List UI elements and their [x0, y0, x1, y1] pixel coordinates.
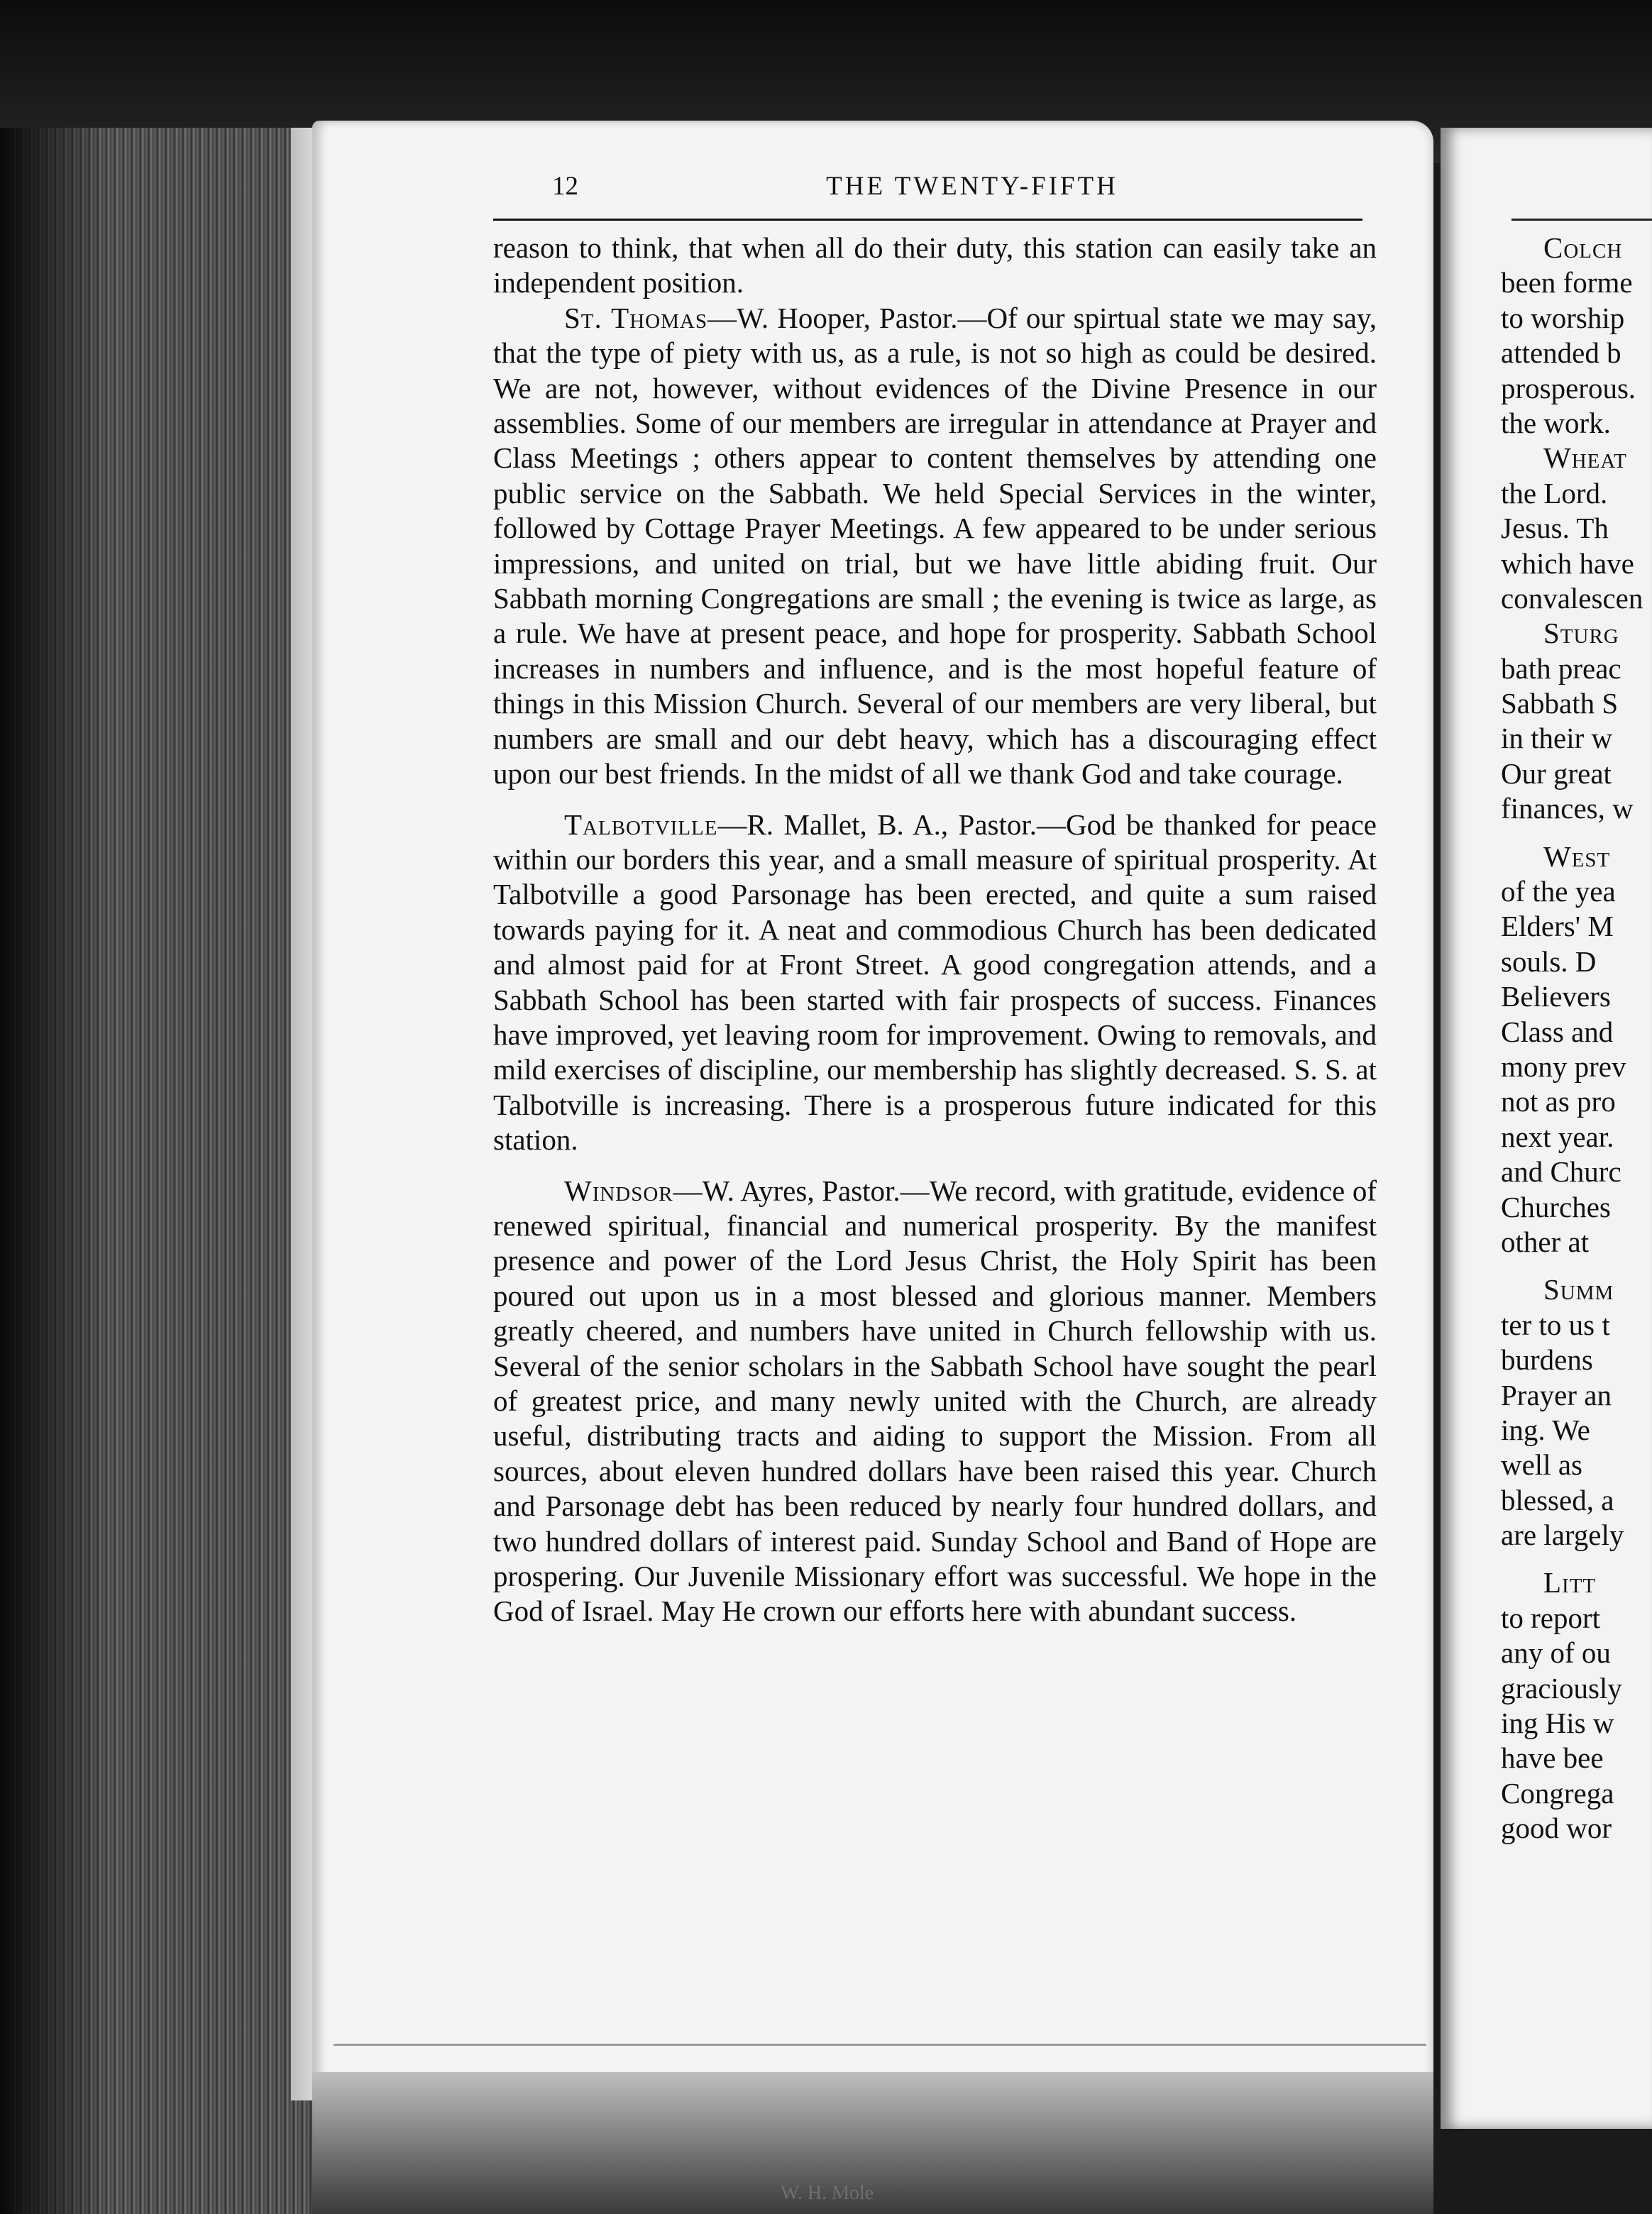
fragment-line: attended b	[1501, 336, 1621, 370]
section-byline: —R. Mallet, B. A., Pastor.—	[717, 808, 1067, 841]
fragment-line: are largely	[1501, 1519, 1624, 1552]
fragment-line: not as pro	[1501, 1085, 1616, 1118]
fragment-line: Churches	[1501, 1190, 1611, 1223]
fragment-line: good wor	[1501, 1812, 1612, 1845]
section-byline: —W. Hooper, Pastor.—	[707, 301, 987, 334]
section-body: Of our spirtual state we may say, that the type of piety with us, as a rule, is not so high as could be desired. We are not, however, without evidences of the Divine Presence in our assemblies. Some of our members are irregular in attendance at Prayer and Class Meetings ; others appear to content themselves by attending one public service on the Sabbath. We held Special Services in the winter, followed by Cottage Prayer Meetings. A few appeared to be under serious impressions, and united on trial, but we have little abiding fruit. Our Sabbath morning Congregations are small ; the evening is twice as large, as a rule. We have at present peace, and hope for prosperity. Sabbath School increases in numbers and influence, and is the most hopeful feature of things in this Mission Church. Several of our members are very liberal, but numbers are small and our debt heavy, which has a discouraging effect upon our best friends. In the midst of all we thank God and take courage.	[493, 301, 1377, 791]
fragment-line: bath preac	[1501, 651, 1621, 685]
fragment-line: mony prev	[1501, 1050, 1626, 1083]
fragment-line: burdens	[1501, 1343, 1593, 1377]
fragment-line: ing. We	[1501, 1413, 1590, 1446]
fragment-line: Wheat	[1543, 441, 1627, 475]
fragment-line: been forme	[1501, 266, 1633, 299]
intro-paragraph: reason to think, that when all do their duty, this station can easily take an independent position.	[493, 231, 1377, 299]
section-st-thomas	[493, 301, 1377, 792]
fragment-line: have bee	[1501, 1741, 1604, 1775]
fragment-line: other at	[1501, 1225, 1590, 1258]
fragment-line: Jesus. Th	[1501, 512, 1609, 545]
fragment-line: Congrega	[1501, 1776, 1614, 1810]
fragment-line: next year.	[1501, 1120, 1614, 1153]
right-page-fragment	[1501, 231, 1652, 1846]
right-header-rule	[1511, 219, 1652, 221]
running-title: THE TWENTY-FIFTH	[826, 172, 1118, 201]
fragment-line: blessed, a	[1501, 1483, 1614, 1516]
fragment-line: West	[1543, 839, 1611, 873]
fragment-line: which have	[1501, 546, 1634, 580]
footer-mark: W. H. Mole	[781, 2182, 874, 2204]
section-byline: —W. Ayres, Pastor.—	[673, 1174, 930, 1207]
fragment-line: the work.	[1501, 406, 1611, 439]
section-heading: Talbotville	[564, 808, 718, 841]
fragment-line: finances, w	[1501, 792, 1634, 825]
fragment-line: ing His w	[1501, 1707, 1614, 1740]
page-bottom-edge	[334, 2044, 1426, 2046]
fragment-line: Believers	[1501, 980, 1611, 1013]
fragment-line: Sabbath S	[1501, 687, 1619, 720]
fragment-line: Sturg	[1543, 617, 1619, 650]
fragment-line: of the yea	[1501, 875, 1616, 908]
section-body: God be thanked for peace within our borders this year, and a small measure of spiritual prosperity. At Talbotville a good Parsonage has been erected, and quite a sum raised towards paying for it. A neat and commodious Church has been dedicated and almost paid for at Front Street. A good congregation attends, and a Sabbath School has been started with fair prospects of success. Finances have improved, yet leaving room for improvement. Owing to removals, and mild exercises of discipline, our membership has slightly decreased. S. S. at Talbotville is increasing. There is a prosperous future indicated for this station.	[493, 808, 1377, 1157]
fragment-line: graciously	[1501, 1671, 1622, 1704]
page-number: 12	[552, 172, 578, 201]
fragment-line: Prayer an	[1501, 1378, 1612, 1411]
fragment-line: convalescen	[1501, 581, 1643, 615]
section-talbotville	[493, 808, 1377, 1158]
fragment-line: Litt	[1543, 1566, 1597, 1599]
fragment-line: Class and	[1501, 1015, 1614, 1048]
fragment-line: to worship	[1501, 301, 1625, 334]
section-heading: Windsor	[564, 1174, 673, 1207]
fragment-line: any of ou	[1501, 1636, 1611, 1670]
fragment-line: to report	[1501, 1601, 1601, 1634]
fragment-line: ter to us t	[1501, 1308, 1610, 1341]
section-heading: St. Thomas	[564, 301, 707, 334]
fragment-line: well as	[1501, 1448, 1582, 1482]
edge-shadow	[0, 128, 106, 2214]
fragment-line: souls. D	[1501, 944, 1597, 978]
fragment-line: the Lord.	[1501, 476, 1608, 510]
header-rule	[493, 219, 1362, 221]
section-body: We record, with gratitude, evidence of renewed spiritual, financial and numerical prosperity. By the manifest presence and power of the Lord Jesus Christ, the Holy Spirit has been poured out upon us in a most blessed and glorious manner. Members greatly cheered, and numbers have united in Church fellowship with us. Several of the senior scholars in the Sabbath School have sought the pearl of greatest price, and many newly united with the Church, are already useful, distributing tracts and aiding to support the Mission. From all sources, about eleven hundred dollars have been raised this year. Church and Parsonage debt has been reduced by nearly four hundred dollars, and two hundred dollars of interest paid. Sunday School and Band of Hope are prospering. Our Juvenile Missionary effort was successful. We hope in the God of Israel. May He crown our efforts here with abundant success.	[493, 1174, 1377, 1628]
fragment-line: Summ	[1543, 1273, 1614, 1306]
fragment-line: and Churc	[1501, 1155, 1621, 1189]
fragment-line: Elders' M	[1501, 910, 1614, 943]
left-page-body	[493, 231, 1377, 1629]
fragment-line: Our great	[1501, 756, 1612, 790]
fragment-line: prosperous.	[1501, 371, 1636, 404]
section-windsor	[493, 1174, 1377, 1629]
fragment-line: Colch	[1543, 231, 1623, 264]
fragment-line: in their w	[1501, 722, 1613, 755]
